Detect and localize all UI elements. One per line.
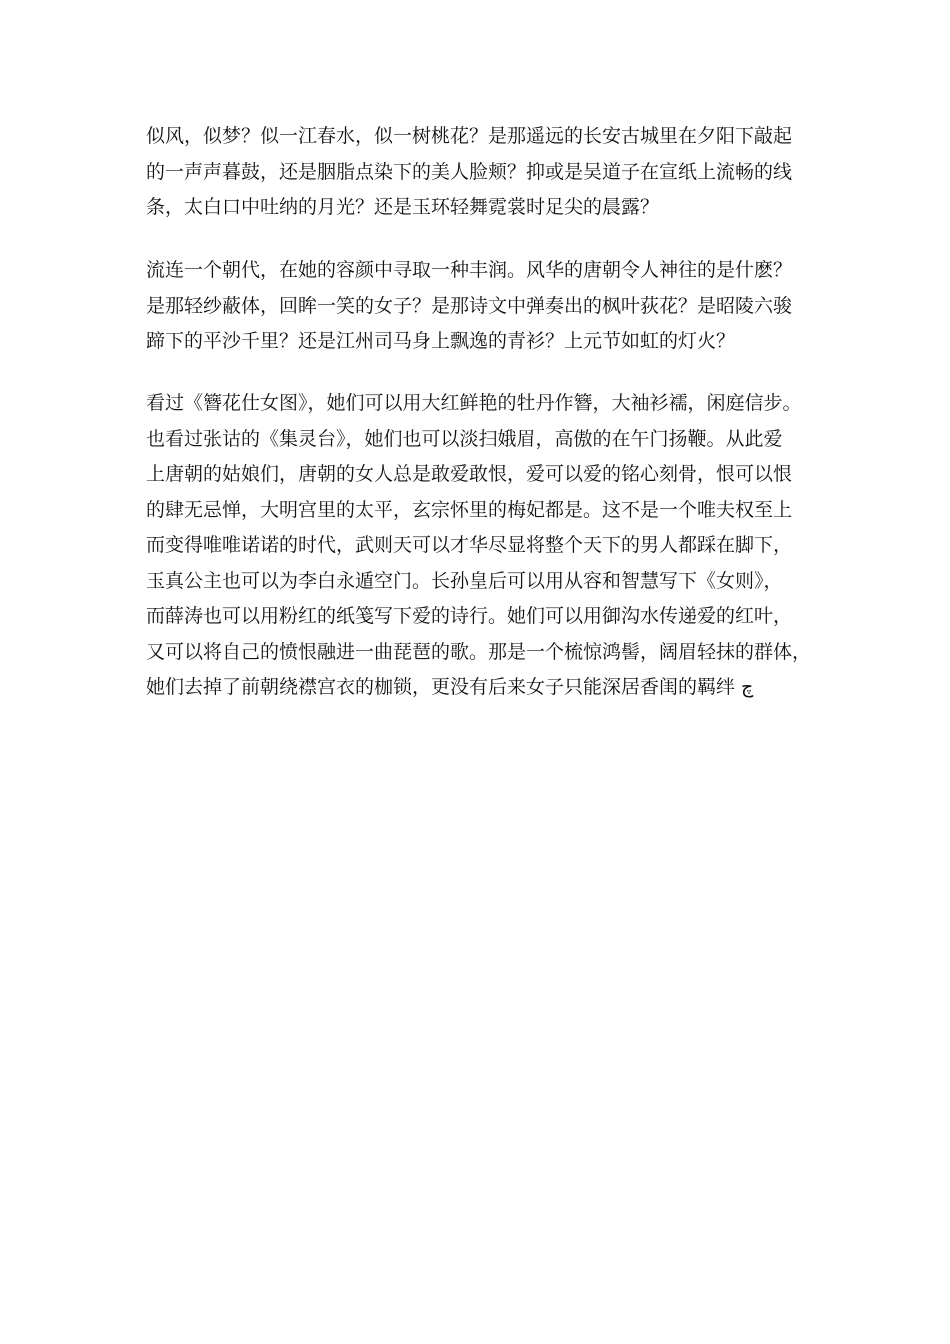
paragraph-2: [146, 253, 816, 360]
text-line: 她们去掉了前朝绕襟宫衣的枷锁，更没有后来女子只能深居香闺的羁绊 ﭺ: [146, 676, 754, 698]
text-line: 又可以将自己的愤恨融进一曲琵琶的歌。那是一个梳惊鸿髻，阔眉轻抹的群体，: [146, 640, 812, 663]
text-line: 蹄下的平沙千里？还是江州司马身上飘逸的青衫？上元节如虹的灯火？: [146, 330, 736, 352]
paragraph-1: [146, 119, 816, 226]
text-line: 看过《簪花仕女图》，她们可以用大红鲜艳的牡丹作簪，大袖衫襦，闲庭信步。: [146, 392, 802, 414]
text-line: 而薛涛也可以用粉红的纸笺写下爱的诗行。她们可以用御沟水传递爱的红叶，: [146, 605, 793, 627]
text-line: 玉真公主也可以为李白永遁空门。长孙皇后可以用从容和智慧写下《女则》，: [146, 569, 783, 592]
text-line: 也看过张诂的《集灵台》，她们也可以淡扫娥眉，高傲的在午门扬鞭。从此爱: [146, 427, 783, 450]
text-line: 的一声声暮鼓，还是胭脂点染下的美人脸颊？抑或是吴道子在宣纸上流畅的线: [146, 160, 793, 183]
text-line: 的肆无忌惮，大明宫里的太平，玄宗怀里的梅妃都是。这不是一个唯夫权至上: [146, 498, 793, 521]
text-line: 而变得唯唯诺诺的时代，武则天可以才华尽显将整个天下的男人都踩在脚下，: [146, 534, 793, 556]
text-line: 上唐朝的姑娘们，唐朝的女人总是敢爱敢恨，爱可以爱的铭心刻骨，恨可以恨: [146, 463, 793, 485]
text-line: 条，太白口中吐纳的月光？还是玉环轻舞霓裳时足尖的晨露？: [146, 196, 660, 218]
paragraph-3: [146, 386, 816, 706]
text-line: 是那轻纱蔽体，回眸一笑的女子？是那诗文中弹奏出的枫叶荻花？是昭陵六骏: [146, 294, 793, 317]
text-line: 流连一个朝代，在她的容颜中寻取一种丰润。风华的唐朝令人神往的是什麽？: [146, 259, 793, 281]
text-line: 似风，似梦？似一江春水，似一树桃花？是那遥远的长安古城里在夕阳下敲起: [146, 125, 793, 147]
